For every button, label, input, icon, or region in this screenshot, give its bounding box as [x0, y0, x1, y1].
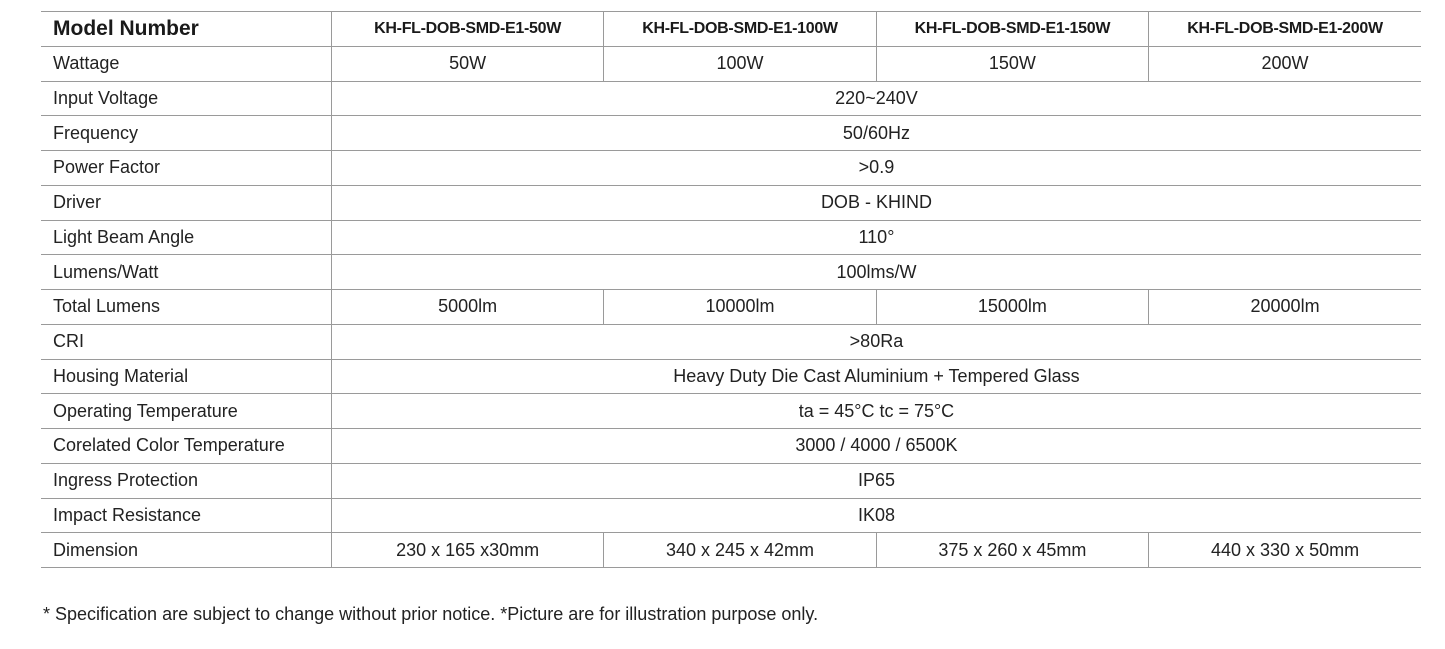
- footnote: * Specification are subject to change without prior notice. *Picture are for illustration purpose only.: [43, 604, 819, 624]
- cell-value: 15000lm: [876, 290, 1148, 325]
- model-header: KH-FL-DOB-SMD-E1-150W: [876, 12, 1148, 47]
- cell-value: 3000 / 4000 / 6500K: [331, 429, 1421, 464]
- cell-value: 50W: [331, 46, 603, 81]
- table-row: [41, 81, 1421, 116]
- model-header: KH-FL-DOB-SMD-E1-200W: [1149, 12, 1421, 47]
- cell-value: 100W: [604, 46, 876, 81]
- cell-value: 100lms/W: [331, 255, 1421, 290]
- cell-value: ta = 45°C tc = 75°C: [331, 394, 1421, 429]
- table-row: [41, 498, 1421, 533]
- table-row: [41, 533, 1421, 568]
- row-label: Lumens/Watt: [41, 255, 331, 290]
- table-row: [41, 463, 1421, 498]
- header-label: Model Number: [41, 12, 331, 47]
- row-label: Total Lumens: [41, 290, 331, 325]
- cell-value: 110°: [331, 220, 1421, 255]
- table-row: [41, 359, 1421, 394]
- row-label: Light Beam Angle: [41, 220, 331, 255]
- cell-value: 150W: [876, 46, 1148, 81]
- cell-value: 375 x 260 x 45mm: [876, 533, 1148, 568]
- spec-table: [41, 11, 1421, 568]
- cell-value: IK08: [331, 498, 1421, 533]
- row-label: Dimension: [41, 533, 331, 568]
- table-row: [41, 151, 1421, 186]
- table-row: [41, 429, 1421, 464]
- cell-value: 5000lm: [331, 290, 603, 325]
- table-row: [41, 290, 1421, 325]
- cell-value: Heavy Duty Die Cast Aluminium + Tempered Glass: [331, 359, 1421, 394]
- table-row: [41, 185, 1421, 220]
- table-row: [41, 116, 1421, 151]
- model-header: KH-FL-DOB-SMD-E1-50W: [331, 12, 603, 47]
- table-row: [41, 394, 1421, 429]
- row-label: Frequency: [41, 116, 331, 151]
- cell-value: 340 x 245 x 42mm: [604, 533, 876, 568]
- header-row: [41, 12, 1421, 47]
- row-label: CRI: [41, 324, 331, 359]
- cell-value: >0.9: [331, 151, 1421, 186]
- row-label: Wattage: [41, 46, 331, 81]
- cell-value: 230 x 165 x30mm: [331, 533, 603, 568]
- row-label: Driver: [41, 185, 331, 220]
- cell-value: IP65: [331, 463, 1421, 498]
- cell-value: DOB - KHIND: [331, 185, 1421, 220]
- cell-value: 50/60Hz: [331, 116, 1421, 151]
- cell-value: 20000lm: [1149, 290, 1421, 325]
- row-label: Impact Resistance: [41, 498, 331, 533]
- cell-value: 10000lm: [604, 290, 876, 325]
- table-row: [41, 220, 1421, 255]
- model-header: KH-FL-DOB-SMD-E1-100W: [604, 12, 876, 47]
- row-label: Input Voltage: [41, 81, 331, 116]
- row-label: Housing Material: [41, 359, 331, 394]
- cell-value: 440 x 330 x 50mm: [1149, 533, 1421, 568]
- cell-value: >80Ra: [331, 324, 1421, 359]
- row-label: Ingress Protection: [41, 463, 331, 498]
- row-label: Operating Temperature: [41, 394, 331, 429]
- row-label: Corelated Color Temperature: [41, 429, 331, 464]
- cell-value: 200W: [1149, 46, 1421, 81]
- table-row: [41, 46, 1421, 81]
- table-row: [41, 324, 1421, 359]
- table-row: [41, 255, 1421, 290]
- cell-value: 220~240V: [331, 81, 1421, 116]
- row-label: Power Factor: [41, 151, 331, 186]
